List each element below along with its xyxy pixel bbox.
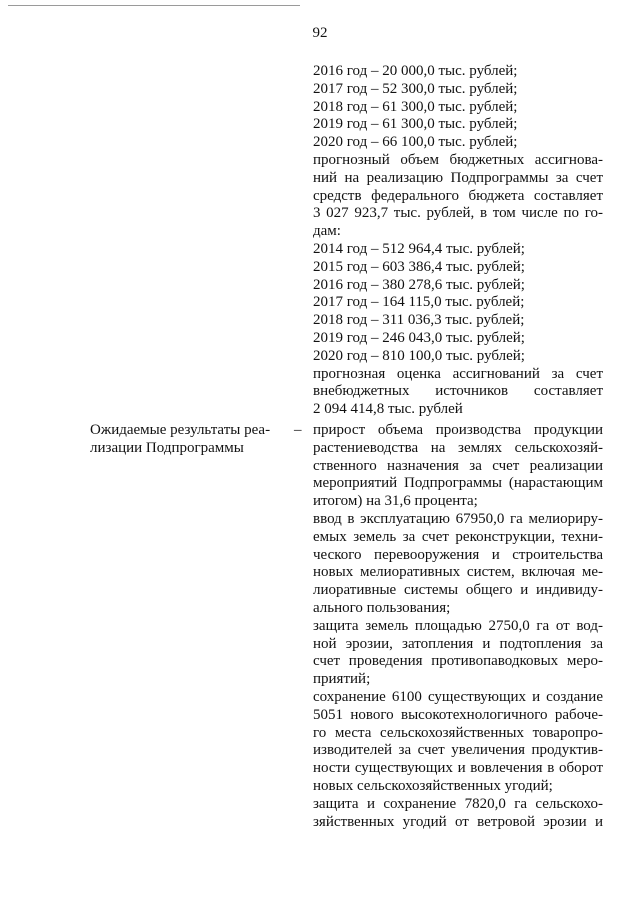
text-line: ческого перевооружения и строительства (313, 546, 603, 563)
text-line: го места сельскохозяйственных товаропро- (313, 724, 603, 741)
page-number: 92 (312, 25, 328, 41)
text-line: 2017 год – 164 115,0 тыс. рублей; (313, 294, 525, 311)
text-line: 2019 год – 246 043,0 тыс. рублей; (313, 329, 525, 346)
text-line: защита земель площадью 2750,0 га от вод- (313, 617, 603, 634)
text-line: итогом) на 31,6 процента; (313, 493, 478, 510)
text-line: ности существующих и вовлечения в оборот (313, 760, 603, 777)
text-line: защита и сохранение 7820,0 га сельскохо- (313, 795, 603, 812)
text-line: 2020 год – 810 100,0 тыс. рублей; (313, 347, 525, 364)
text-line: 2016 год – 380 278,6 тыс. рублей; (313, 276, 525, 293)
text-line: внебюджетных источников составляет (313, 383, 603, 400)
text-line: приятий; (313, 671, 371, 688)
text-line: зяйственных угодий от ветровой эрозии и (313, 813, 603, 830)
text-line: растениеводства на землях сельскохозяй- (313, 439, 603, 456)
section-label-line: лизации Подпрограммы (90, 439, 244, 456)
text-line: новых мелиоративных систем, включая ме- (313, 564, 603, 581)
text-line: новых сельскохозяйственных угодий; (313, 777, 553, 794)
text-line: 2014 год – 512 964,4 тыс. рублей; (313, 240, 525, 257)
text-line: 2018 год – 311 036,3 тыс. рублей; (313, 312, 525, 329)
text-line: ной эрозии, затопления и подтопления за (313, 635, 603, 652)
text-line: 5051 нового высокотехнологичного рабоче- (313, 706, 603, 723)
section-dash: – (294, 422, 302, 438)
text-line: 2 094 414,8 тыс. рублей (313, 401, 463, 418)
text-line: счет проведения противопаводковых меро- (313, 653, 603, 670)
text-line: прогнозный объем бюджетных ассигнова- (313, 151, 603, 168)
funding-text-block (313, 63, 603, 419)
text-line: 2016 год – 20 000,0 тыс. рублей; (313, 63, 518, 79)
expected-results-block (313, 422, 603, 831)
text-line: изводителей за счет увеличения продуктив- (313, 742, 603, 759)
section-label (90, 422, 290, 458)
text-line: прирост объема производства продукции (313, 422, 603, 438)
text-line: прогнозная оценка ассигнований за счет (313, 365, 603, 382)
text-line: 3 027 923,7 тыс. рублей, в том числе по го- (313, 205, 603, 222)
text-line: 2017 год – 52 300,0 тыс. рублей; (313, 80, 518, 97)
text-line: 2015 год – 603 386,4 тыс. рублей; (313, 258, 525, 275)
top-border-line (8, 5, 300, 6)
text-line: 2019 год – 61 300,0 тыс. рублей; (313, 116, 518, 133)
text-line: мероприятий Подпрограммы (нарастающим (313, 475, 603, 492)
text-line: ального пользования; (313, 599, 451, 616)
section-label-line: Ожидаемые результаты реа- (90, 422, 271, 438)
text-line: лиоративные системы общего и индивиду- (313, 582, 603, 599)
text-line: дам: (313, 223, 341, 240)
text-line: ввод в эксплуатацию 67950,0 га мелиориру- (313, 510, 603, 527)
text-line: средств федерального бюджета составляет (313, 187, 603, 204)
text-line: 2020 год – 66 100,0 тыс. рублей; (313, 134, 518, 151)
text-line: емых земель за счет реконструкции, техни- (313, 528, 603, 545)
text-line: ний на реализацию Подпрограммы за счет (313, 169, 603, 186)
text-line: ственного назначения за счет реализации (313, 457, 603, 474)
text-line: сохранение 6100 существующих и создание (313, 688, 603, 705)
text-line: 2018 год – 61 300,0 тыс. рублей; (313, 98, 518, 115)
